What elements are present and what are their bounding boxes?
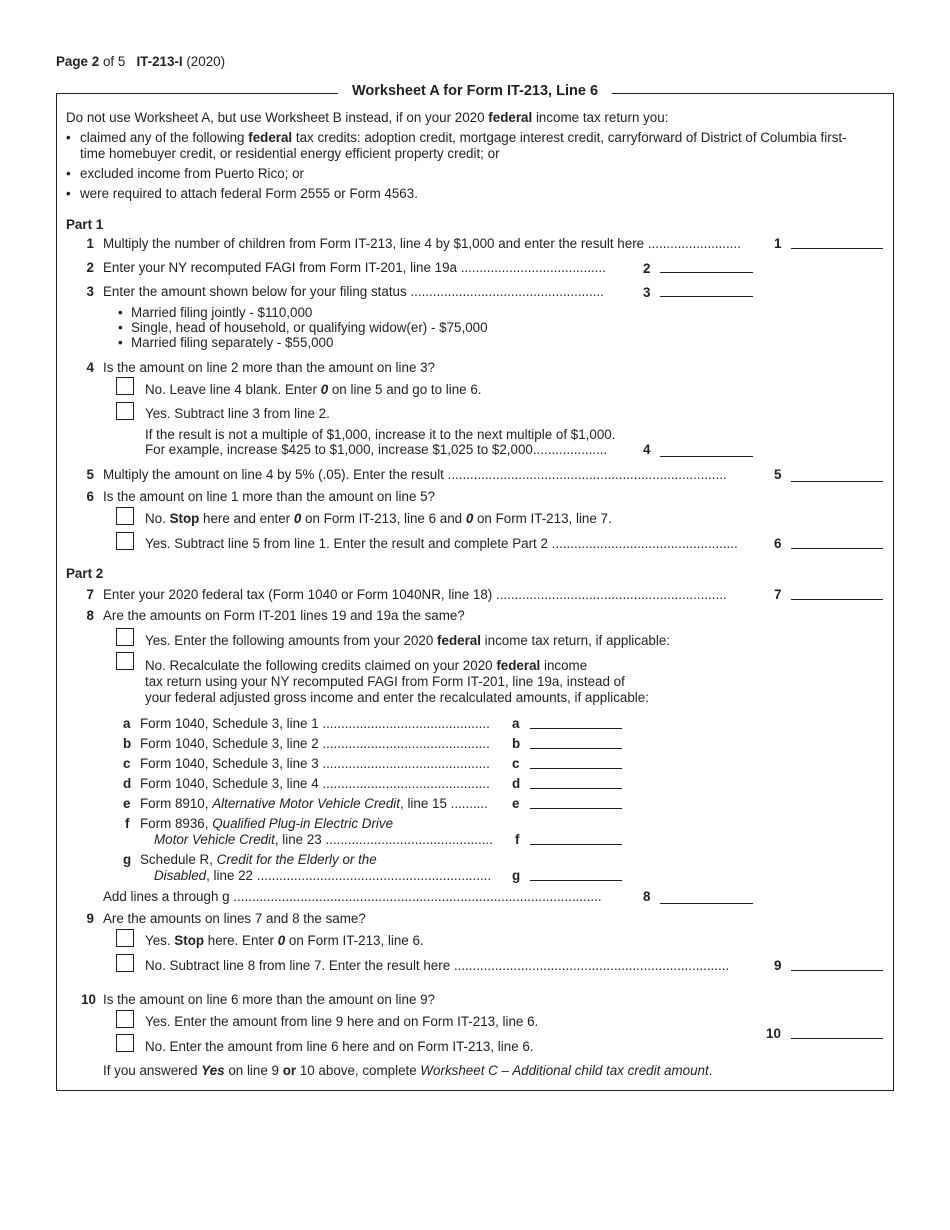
line-number: 3 [86,284,94,299]
line-8f-text: Form 8936, Qualified Plug-in Electric Drive [140,816,394,831]
line-8-no-text-2: tax return using your NY recomputed FAGI from Form IT-201, line 19a, instead of [145,674,625,689]
line-number: 1 [86,236,94,251]
line-8a-text: Form 1040, Schedule 3, line 1 ............................................. [140,716,490,731]
line-9-yes-checkbox[interactable] [116,929,134,947]
line-6-no-text: No. Stop here and enter 0 on Form IT-213, line 6 and 0 on Form IT-213, line 7. [145,511,612,526]
line-number: 4 [86,360,94,375]
line-8c-label: c [512,756,520,771]
line-6-label: 6 [774,536,782,551]
line-3-label: 3 [643,285,651,300]
line-8b-label: b [512,736,521,751]
line-number: 10 [81,992,96,1007]
line-10-question: Is the amount on line 6 more than the amount on line 9? [103,992,436,1007]
bullet-dot: • [66,166,71,181]
line-8-no-text-3: your federal adjusted gross income and enter the recalculated amounts, if applicable: [145,690,649,705]
line-number: 6 [86,489,94,504]
line-4-yes-text: Yes. Subtract line 3 from line 2. [145,406,330,421]
line-8a-input[interactable] [530,728,622,729]
line-2-input[interactable] [660,272,753,273]
line-3-input[interactable] [660,296,753,297]
line-9-input[interactable] [791,970,883,971]
intro-bullet-1: claimed any of the following federal tax credits: adoption credit, mortgage interest credit, carryforward of District of Columbia first- [80,130,847,145]
line-9-yes-text: Yes. Stop here. Enter 0 on Form IT-213, line 6. [145,933,424,948]
line-8g-text-2: Disabled, line 22 ............................................................... [154,868,492,883]
line-4-no-checkbox[interactable] [116,377,134,395]
page-header: Page 2 of 5 IT-213-I (2020) [56,54,226,69]
line-6-yes-checkbox[interactable] [116,532,134,550]
filing-status-joint: Married filing jointly - $110,000 [131,305,313,320]
line-4-yes-note: If the result is not a multiple of $1,000, increase it to the next multiple of $1,000. [145,427,616,442]
line-8-no-text: No. Recalculate the following credits claimed on your 2020 federal income [145,658,588,673]
line-8f-label: f [515,832,520,847]
final-instruction: If you answered Yes on line 9 or 10 above, complete Worksheet C – Additional child tax credit amount. [103,1063,713,1078]
line-4-yes-checkbox[interactable] [116,402,134,420]
line-8c-text: Form 1040, Schedule 3, line 3 ............................................. [140,756,490,771]
line-8-label: 8 [643,889,651,904]
line-4-yes-example: For example, increase $425 to $1,000, increase $1,025 to $2,000.................... [145,442,608,457]
line-8g-letter: g [123,852,132,867]
line-number: 2 [86,260,94,275]
line-6-yes-text: Yes. Subtract line 5 from line 1. Enter the result and complete Part 2 .................................................. [145,536,738,551]
filing-status-single: Single, head of household, or qualifying widow(er) - $75,000 [131,320,488,335]
line-4-no-text: No. Leave line 4 blank. Enter 0 on line 5 and go to line 6. [145,382,482,397]
line-3-text: Enter the amount shown below for your filing status .................................................... [103,284,604,299]
line-8a-label: a [512,716,520,731]
part1-heading: Part 1 [66,217,104,232]
filing-status-separate: Married filing separately - $55,000 [131,335,334,350]
line-8b-letter: b [123,736,132,751]
bullet-dot: • [118,320,123,335]
line-9-label: 9 [774,958,782,973]
part2-heading: Part 2 [66,566,104,581]
line-8-yes-text: Yes. Enter the following amounts from your 2020 federal income tax return, if applicable: [145,633,671,648]
line-7-input[interactable] [791,599,883,600]
intro-text: Do not use Worksheet A, but use Worksheet B instead, if on your 2020 federal income tax return you: [66,110,669,125]
line-8d-label: d [512,776,521,791]
line-8-question: Are the amounts on Form IT-201 lines 19 and 19a the same? [103,608,465,623]
bullet-dot: • [118,305,123,320]
bullet-dot: • [118,335,123,350]
intro-bullet-2: excluded income from Puerto Rico; or [80,166,305,181]
line-8g-text: Schedule R, Credit for the Elderly or the [140,852,377,867]
worksheet-title: Worksheet A for Form IT-213, Line 6 [338,83,612,99]
bullet-dot: • [66,130,71,145]
line-1-label: 1 [774,236,782,251]
line-6-question: Is the amount on line 1 more than the amount on line 5? [103,489,436,504]
line-8-yes-checkbox[interactable] [116,628,134,646]
line-8e-input[interactable] [530,808,622,809]
line-number: 5 [86,467,94,482]
line-10-no-text: No. Enter the amount from line 6 here and on Form IT-213, line 6. [145,1039,534,1054]
line-5-label: 5 [774,467,782,482]
line-8d-letter: d [123,776,132,791]
line-8c-input[interactable] [530,768,622,769]
line-8a-letter: a [123,716,131,731]
line-2-label: 2 [643,261,651,276]
intro-bullet-1-cont: time homebuyer credit, or residential energy efficient property credit; or [80,146,500,161]
line-5-input[interactable] [791,481,883,482]
line-9-no-text: No. Subtract line 8 from line 7. Enter the result here .......................................................................... [145,958,730,973]
line-10-input[interactable] [791,1038,883,1039]
line-1-input[interactable] [791,248,883,249]
line-8f-input[interactable] [530,844,622,845]
line-8e-text: Form 8910, Alternative Motor Vehicle Credit, line 15 .......... [140,796,488,811]
line-7-text: Enter your 2020 federal tax (Form 1040 or Form 1040NR, line 18) .............................................................. [103,587,727,602]
line-2-text: Enter your NY recomputed FAGI from Form IT-201, line 19a ....................................... [103,260,606,275]
line-10-yes-checkbox[interactable] [116,1010,134,1028]
line-8g-label: g [512,868,521,883]
line-4-label: 4 [643,442,651,457]
line-1-text: Multiply the number of children from Form IT-213, line 4 by $1,000 and enter the result here ......................... [103,236,741,251]
line-4-question: Is the amount on line 2 more than the amount on line 3? [103,360,436,375]
line-10-label: 10 [766,1026,781,1041]
line-10-yes-text: Yes. Enter the amount from line 9 here and on Form IT-213, line 6. [145,1014,539,1029]
line-8c-letter: c [123,756,131,771]
line-6-input[interactable] [791,548,883,549]
intro-bullet-3: were required to attach federal Form 2555 or Form 4563. [80,186,418,201]
line-7-label: 7 [774,587,782,602]
line-10-no-checkbox[interactable] [116,1034,134,1052]
line-8g-input[interactable] [530,880,622,881]
line-6-no-checkbox[interactable] [116,507,134,525]
line-5-text: Multiply the amount on line 4 by 5% (.05). Enter the result ........................................................................... [103,467,727,482]
line-number: 8 [86,608,94,623]
line-8e-label: e [512,796,520,811]
line-8-add-text: Add lines a through g ................................................................................................... [103,889,602,904]
line-9-question: Are the amounts on lines 7 and 8 the same? [103,911,366,926]
line-4-input[interactable] [660,456,753,457]
line-number: 9 [86,911,94,926]
line-8b-input[interactable] [530,748,622,749]
line-8f-text-2: Motor Vehicle Credit, line 23 ............................................. [154,832,493,847]
line-8-input[interactable] [660,903,753,904]
line-8d-input[interactable] [530,788,622,789]
line-8d-text: Form 1040, Schedule 3, line 4 ............................................. [140,776,490,791]
line-8f-letter: f [125,816,130,831]
bullet-dot: • [66,186,71,201]
line-8b-text: Form 1040, Schedule 3, line 2 ............................................. [140,736,490,751]
line-8e-letter: e [123,796,131,811]
line-9-no-checkbox[interactable] [116,954,134,972]
line-number: 7 [86,587,94,602]
line-8-no-checkbox[interactable] [116,652,134,670]
